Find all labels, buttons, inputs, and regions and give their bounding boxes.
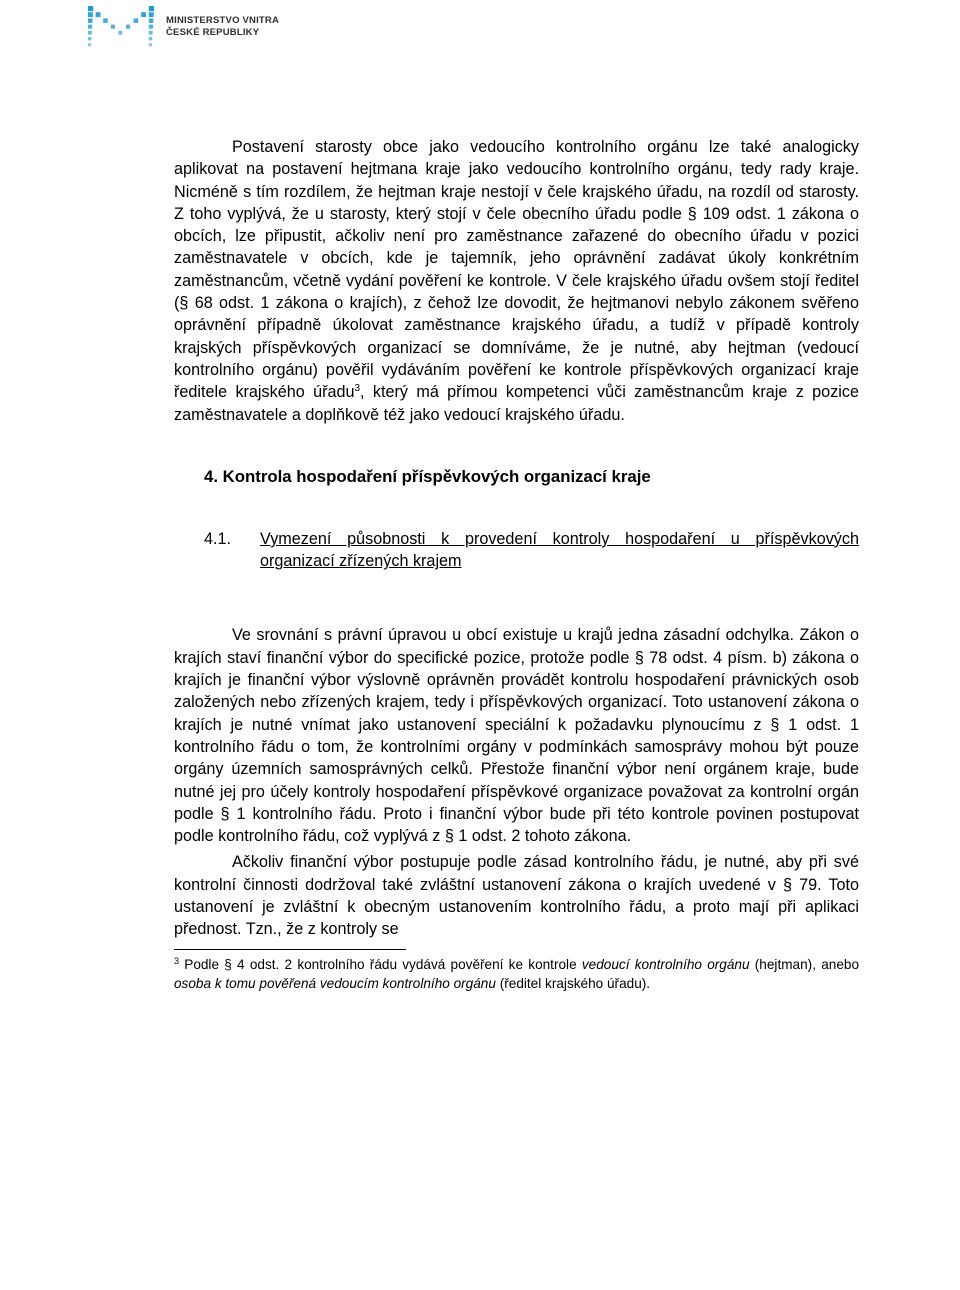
footnote-text-b: (hejtman), anebo [749, 956, 860, 972]
ministry-name [166, 15, 279, 39]
ministry-logo-icon [86, 4, 158, 50]
ministry-name-line2: ČESKÉ REPUBLIKY [166, 27, 260, 38]
footnote-reference: 3 [354, 383, 361, 395]
paragraph-text: Postavení starosty obce jako vedoucího kontrolního orgánu lze také analogicky aplikovat na postavení hejtmana kraje jako vedoucího kontrolního orgánu, tedy rady kraje. Nicméně s tím rozdílem, že hejtman kraje nestojí v čele krajského úřadu, na rozdíl od starosty. Z toho vyplývá, že u starosty, který stojí v čele obecního úřadu podle § 109 odst. 1 zákona o obcích, lze připustit, ačkoliv není pro zaměstnance zařazené do obecního úřadu v pozici zaměstnavatele v obcích, kde je tajemník, jeho oprávnění zadávat úkoly konkrétním zaměstnancům, včetně vydání pověření ke kontrole. V čele krajského úřadu ovšem stojí ředitel (§ 68 odst. 1 zákona o krajích), z čehož lze dovodit, že hejtmanovi nebylo zákonem svěřeno oprávnění případně úkolovat zaměstnance krajského úřadu, a tudíž v případě kontroly krajských příspěvkových organizací se domníváme, že je nutné, aby hejtman (vedoucí kontrolního orgánu) pověřil vydáváním pověření ke kontrole příspěvkových organizací kraje ředitele krajského úřadu [174, 138, 859, 402]
footnote-separator [174, 949, 406, 950]
subsection-title: Vymezení působnosti k provedení kontroly hospodaření u příspěvkových organizací zřízených krajem [260, 529, 859, 571]
subsection-number: 4.1. [204, 529, 232, 548]
footnote-italic-a: vedoucí kontrolního orgánu [581, 956, 750, 972]
footnote-text-c: (ředitel krajského úřadu). [495, 975, 651, 991]
page-header [86, 2, 279, 52]
footnote-number: 3 [174, 955, 180, 966]
footnote-text-a: Podle § 4 odst. 2 kontrolního řádu vydává pověření ke kontrole [179, 956, 582, 972]
paragraph-starosta [174, 136, 859, 426]
paragraph-financni-vybor: Ve srovnání s právní úpravou u obcí existuje u krajů jedna zásadní odchylka. Zákon o krajích staví finanční výbor do specifické pozice, protože podle § 78 odst. 4 písm. b) zákona o krajích je finanční výbor výslovně oprávněn provádět kontrolu hospodaření právnických osob založených nebo zřízených krajem, tedy i příspěvkových organizací. Toto ustanovení zákona o krajích je nutné vnímat jako ustanovení speciální k požadavku plynoucímu z § 1 odst. 1 kontrolního řádu o tom, že kontrolními orgány v podmínkách samosprávy mohou být pouze orgány územních samosprávných celků. Přestože finanční výbor není orgánem kraje, bude nutné jej pro účely kontroly hospodaření příspěvkové organizace považovat za kontrolní orgán podle § 1 kontrolního řádu. Proto i finanční výbor bude při této kontrole povinen postupovat podle kontrolního řádu, což vyplývá z § 1 odst. 2 tohoto zákona. [174, 626, 859, 846]
paragraph-text-end: , který má přímou kompetenci vůči zaměstnancům kraje z pozice zaměstnavatele a doplňkově též jako vedoucí krajského úřadu. [174, 383, 859, 424]
ministry-name-line1: MINISTERSTVO VNITRA [166, 15, 280, 26]
paragraph-zvlastni-ustanoveni: Ačkoliv finanční výbor postupuje podle zásad kontrolního řádu, je nutné, aby při své kontrolní činnosti dodržoval také zvláštní ustanovení zákona o krajích uvedené v § 79. Toto ustanovení je zvláštní k obecným ustanovením kontrolního řádu, a proto mají při aplikaci přednost. Tzn., že z kontroly se [174, 853, 859, 939]
section-heading-4: 4. Kontrola hospodaření příspěvkových organizací kraje [204, 466, 651, 486]
footnote-italic-b: osoba k tomu pověřená vedoucím kontrolního orgánu [174, 975, 496, 991]
subsection-heading-4-1 [204, 528, 859, 573]
footnote [174, 955, 859, 993]
document-page [174, 136, 859, 993]
